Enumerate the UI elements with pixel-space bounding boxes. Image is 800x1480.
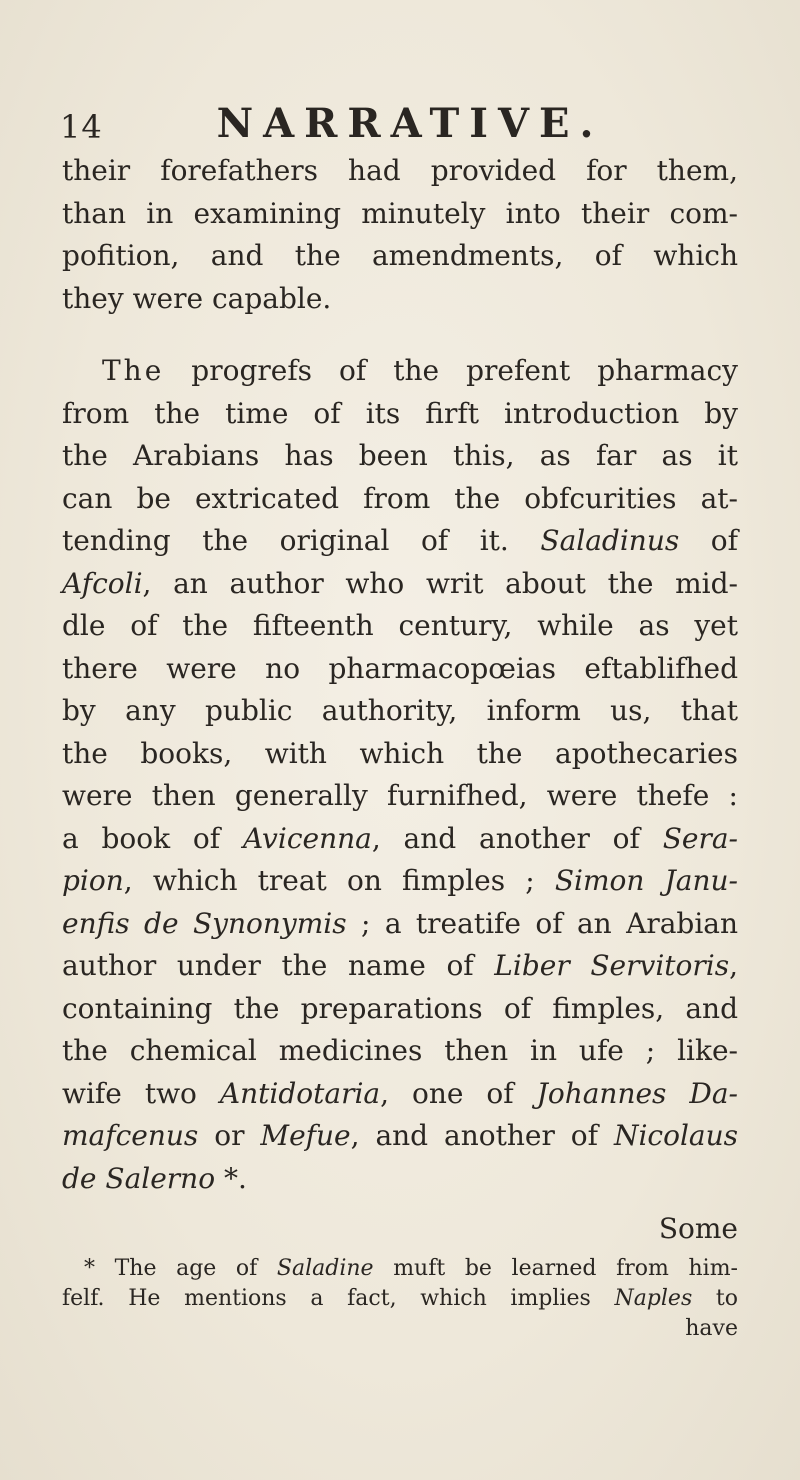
paragraph-2: [62, 350, 738, 1200]
italic-name: Saladinus: [540, 524, 680, 557]
text-line: they were capable.: [62, 281, 332, 315]
paragraph-1: [62, 150, 738, 320]
text-line: from the time of its firft introduction by: [62, 396, 738, 430]
text-run: ,: [729, 949, 738, 982]
italic-name: Nicolaus: [613, 1119, 738, 1152]
italic-name: Afcoli: [62, 566, 143, 600]
text-line: [62, 563, 738, 606]
paragraph-gap: [62, 320, 738, 350]
catchword: Some: [658, 1212, 738, 1245]
text-line: [62, 1073, 738, 1116]
text-run: to: [692, 1286, 738, 1311]
italic-name: pion: [62, 864, 124, 897]
italic-name: Simon Janu-: [554, 864, 738, 897]
text-run: ; a treatife of an Arabian: [346, 906, 739, 940]
text-run: , and another of: [371, 821, 663, 855]
italic-name: Mefue: [260, 1119, 351, 1152]
text-run: muft be learned from him-: [373, 1256, 738, 1281]
page-number: 14: [60, 108, 103, 146]
text-line: pofition, and the amendments, of which: [62, 239, 738, 272]
text-line: there were no pharmacopœias eftablifhed: [62, 651, 738, 685]
italic-name: Antidotaria: [219, 1076, 381, 1110]
text-run: wife two: [62, 1076, 220, 1110]
text-line: containing the preparations of fimples, and: [62, 991, 738, 1025]
italic-name: Liber Servitoris: [494, 949, 730, 982]
text-line: [62, 818, 738, 861]
text-line: the Arabians has been this, as far as it: [62, 439, 738, 472]
text-line: [62, 903, 738, 946]
text-run: * The age of: [84, 1256, 277, 1281]
italic-name: Sera-: [662, 821, 738, 855]
text-run: progrefs of the prefent pharmacy: [164, 354, 738, 387]
text-run: tending the original of it.: [62, 524, 541, 557]
italic-name: mafcenus: [62, 1119, 199, 1152]
text-line: [62, 945, 738, 988]
small-caps-lead: The: [102, 354, 165, 387]
italic-name: Johannes Da-: [536, 1076, 738, 1110]
italic-name: de Salerno: [62, 1161, 216, 1195]
footnote-line: [62, 1254, 738, 1284]
text-run: a book of: [62, 821, 243, 855]
text-line: dle of the fifteenth century, while as yet: [62, 609, 738, 642]
text-run: , which treat on fimples ;: [123, 864, 555, 897]
text-line: [62, 350, 738, 393]
italic-name: Saladine: [276, 1256, 374, 1281]
footnote-line: [62, 1284, 738, 1314]
text-line: can be extricated from the obfcurities at-: [62, 481, 738, 515]
text-run: author under the name of: [62, 949, 495, 982]
text-line: by any public authority, inform us, that: [62, 694, 738, 727]
italic-name: Avicenna: [242, 821, 372, 855]
text-line: [62, 1115, 738, 1158]
text-run: felf. He mentions a fact, which implies: [62, 1286, 615, 1311]
text-run: of: [679, 524, 739, 557]
text-run: , and another of: [350, 1119, 614, 1152]
text-line: [62, 1158, 738, 1201]
text-line: were then generally furnifhed, were thefe :: [62, 779, 738, 812]
text-run: , an author who writ about the mid-: [142, 566, 738, 600]
running-title: NARRATIVE.: [216, 100, 604, 147]
text-line: their forefathers had provided for them,: [62, 154, 738, 187]
text-line: [62, 520, 738, 563]
footnote-marker: *.: [215, 1161, 247, 1195]
text-run: or: [198, 1119, 261, 1152]
text-line: the chemical medicines then in ufe ; like-: [62, 1034, 738, 1067]
italic-name: enfis de Synonymis: [62, 906, 347, 940]
text-line: the books, with which the apothecaries: [62, 736, 738, 770]
text-line: [62, 860, 738, 903]
footnote-catchword: have: [685, 1316, 738, 1341]
page-header: [60, 92, 760, 152]
italic-name: Naples: [614, 1286, 693, 1311]
footnote: [62, 1254, 738, 1344]
body-text: [62, 150, 738, 1200]
text-line: than in examining minutely into their com-: [62, 196, 738, 230]
text-run: , one of: [380, 1076, 537, 1110]
